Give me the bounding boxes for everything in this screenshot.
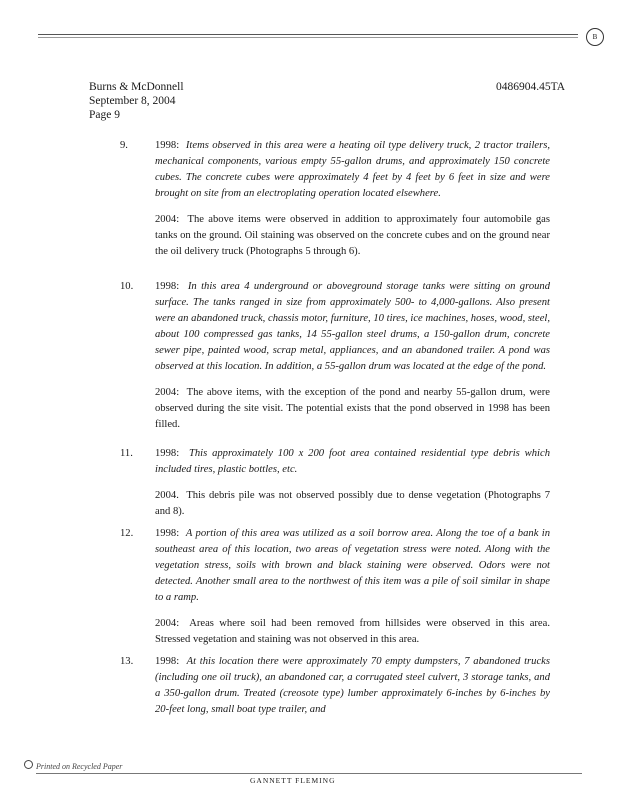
paragraph-1998: 1998: In this area 4 underground or aboveground storage tanks were sitting on ground surface. The tanks ranged in size from approximately 500- to 4,000-gallons. Also present were an abandoned truck, chassis motor, furniture, 10 tires, ice machines, hoses, wood, steel, about 100 compressed gas tanks, 14 55-gallon steel drums, a 150-gallon drum, concrete sewer pipe, painted wood, scrap metal, appliances, and an abandoned trailer. A pond was observed at this location. In addition, a 55-gallon drum was located at the edge of the pond. (155, 281, 551, 372)
seal-icon: B (586, 28, 604, 46)
item-12 (120, 526, 550, 648)
letter-header (89, 80, 184, 122)
item-number: 11. (120, 448, 133, 459)
item-9 (120, 138, 550, 260)
item-13 (120, 654, 550, 718)
client-name: Burns & McDonnell (89, 81, 184, 93)
footer-rule (36, 773, 582, 774)
footer-center-text: GANNETT FLEMING (250, 776, 336, 785)
recycle-icon (24, 760, 33, 769)
top-rule-2 (38, 37, 578, 38)
paragraph-2004: 2004. This debris pile was not observed possibly due to dense vegetation (Photographs 7 and 8). (155, 490, 550, 517)
footer-logo-text: Printed on Recycled Paper (36, 762, 123, 771)
item-11 (120, 446, 550, 520)
paragraph-1998: 1998: A portion of this area was utilized as a soil borrow area. Along the toe of a bank in southeast area of this location, two areas of vegetation stress were noted. Along with the vegetation stress, soils with brown and black staining were observed. Odors were not detected. Another small area to the northwest of this item was a pile of soil similar in shape to a ramp. (155, 528, 550, 603)
paragraph-1998: 1998: At this location there were approximately 70 empty dumpsters, 7 abandoned trucks (including one oil truck), an abandoned car, a corrugated steel culvert, 3 storage tanks, and a 350-gallon drum. Treated (creosote type) lumber approximately 6-inches by 6-inches by 20-feet long, small boat type trailer, and (155, 656, 550, 715)
project-number: 0486904.45TA (496, 81, 566, 93)
page-number: Page 9 (89, 109, 120, 121)
paragraph-2004: 2004: The above items were observed in addition to approximately four automobile gas tanks on the ground. Oil staining was observed on the concrete cubes and on the ground near the oil delivery truck (Photographs 5 through 6). (155, 214, 550, 257)
paragraph-1998: 1998: This approximately 100 x 200 foot area contained residential type debris which included tires, plastic bottles, etc. (155, 448, 550, 475)
item-number: 12. (120, 528, 134, 539)
paragraph-2004: 2004: The above items, with the exception of the pond and nearby 55-gallon drum, were observed during the site visit. The potential exists that the pond observed in 1998 has been filled. (155, 387, 550, 430)
item-number: 9. (120, 140, 128, 151)
letter-date: September 8, 2004 (89, 95, 176, 107)
top-rule (38, 34, 578, 35)
paragraph-1998: 1998: Items observed in this area were a heating oil type delivery truck, 2 tractor trailers, mechanical components, various empty 55-gallon drums, and approximately 150 concrete cubes. The concrete cubes were approximately 4 feet by 4 feet by 6 feet in size and were brought on site from an electroplating operation located elsewhere. (155, 140, 551, 199)
item-10 (120, 279, 550, 433)
paragraph-2004: 2004: Areas where soil had been removed from hillsides were observed in this area. Stressed vegetation and staining was not observed in this area. (155, 618, 550, 645)
item-number: 13. (120, 656, 134, 667)
item-number: 10. (120, 281, 134, 292)
